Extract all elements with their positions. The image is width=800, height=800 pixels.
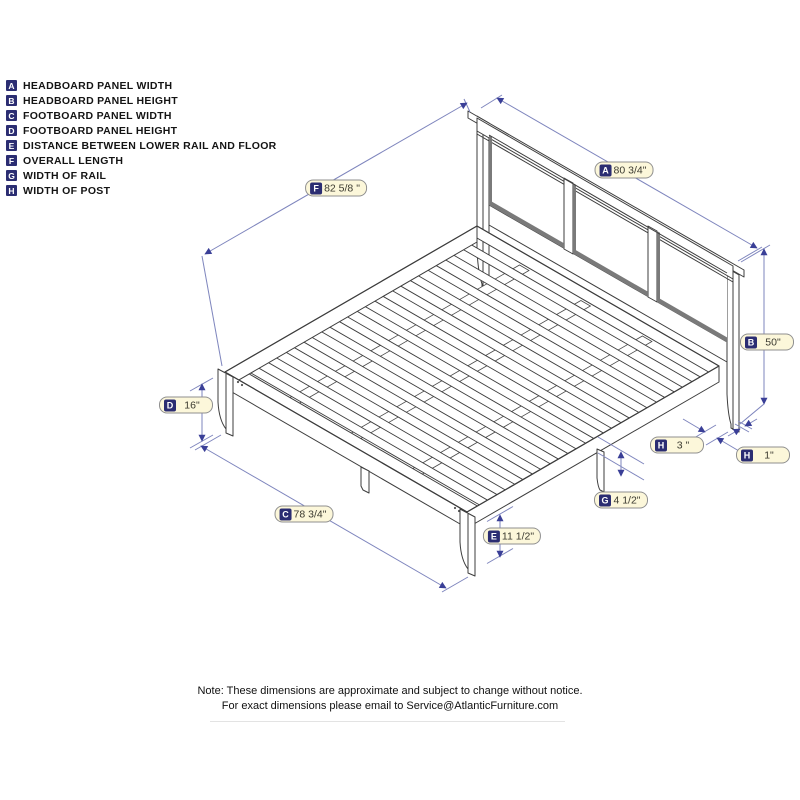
legend-item: [6, 108, 277, 123]
legend-letter-badge: E: [6, 140, 17, 151]
legend-letter-badge: B: [6, 95, 17, 106]
legend-letter-badge: A: [6, 80, 17, 91]
dim-letter-badge: G: [599, 494, 611, 506]
dim-value: 16": [184, 399, 200, 411]
legend-label: FOOTBOARD PANEL WIDTH: [23, 109, 172, 122]
dim-letter-badge: B: [745, 336, 757, 348]
dim-value: 50": [765, 336, 781, 348]
dim-letter-badge: A: [600, 164, 612, 176]
legend-label: OVERALL LENGTH: [23, 154, 124, 167]
legend-item: [6, 168, 277, 183]
divider-line: [210, 721, 565, 722]
dim-callout-headboard-height: [740, 334, 794, 351]
dim-value: 4 1/2": [613, 494, 641, 506]
dim-letter-badge: E: [488, 530, 500, 542]
dim-callout-footboard-height: [159, 397, 213, 414]
dim-value: 78 3/4": [293, 508, 327, 520]
dim-callout-overall-length: [305, 180, 367, 197]
legend-label: HEADBOARD PANEL HEIGHT: [23, 94, 178, 107]
legend-letter-badge: F: [6, 155, 17, 166]
dim-value: 11 1/2": [501, 530, 535, 542]
dim-letter-badge: H: [741, 449, 753, 461]
dim-callout-post-depth: [736, 447, 790, 464]
dim-letter-badge: C: [280, 508, 292, 520]
legend-item: [6, 123, 277, 138]
legend-letter-badge: C: [6, 110, 17, 121]
legend: [6, 78, 277, 198]
note-text: [165, 684, 615, 714]
legend-item: [6, 78, 277, 93]
note-line-1: Note: These dimensions are approximate and subject to change without notice.: [197, 685, 583, 697]
legend-item: [6, 153, 277, 168]
legend-item: [6, 183, 277, 198]
dim-value: 3 ": [676, 439, 690, 451]
dim-letter-badge: H: [655, 439, 667, 451]
legend-letter-badge: G: [6, 170, 17, 181]
legend-label: HEADBOARD PANEL WIDTH: [23, 79, 173, 92]
dim-callout-headboard-width: [595, 162, 654, 179]
legend-label: WIDTH OF POST: [23, 184, 111, 197]
dim-value: 1": [764, 449, 774, 461]
dim-value: 82 5/8 ": [324, 182, 360, 194]
dim-callout-post-width: [650, 437, 704, 454]
legend-letter-badge: D: [6, 125, 17, 136]
legend-item: [6, 93, 277, 108]
dim-callout-rail-width: [594, 492, 648, 509]
legend-item: [6, 138, 277, 153]
dim-letter-badge: D: [164, 399, 176, 411]
dim-callout-rail-to-floor: [483, 528, 541, 545]
note-line-2: For exact dimensions please email to Service@AtlanticFurniture.com: [221, 700, 559, 712]
dim-callout-footboard-width: [275, 506, 334, 523]
legend-label: FOOTBOARD PANEL HEIGHT: [23, 124, 178, 137]
legend-letter-badge: H: [6, 185, 17, 196]
dim-value: 80 3/4": [613, 164, 647, 176]
dim-letter-badge: F: [310, 182, 322, 194]
legend-label: WIDTH OF RAIL: [23, 169, 107, 182]
legend-label: DISTANCE BETWEEN LOWER RAIL AND FLOOR: [23, 139, 277, 152]
